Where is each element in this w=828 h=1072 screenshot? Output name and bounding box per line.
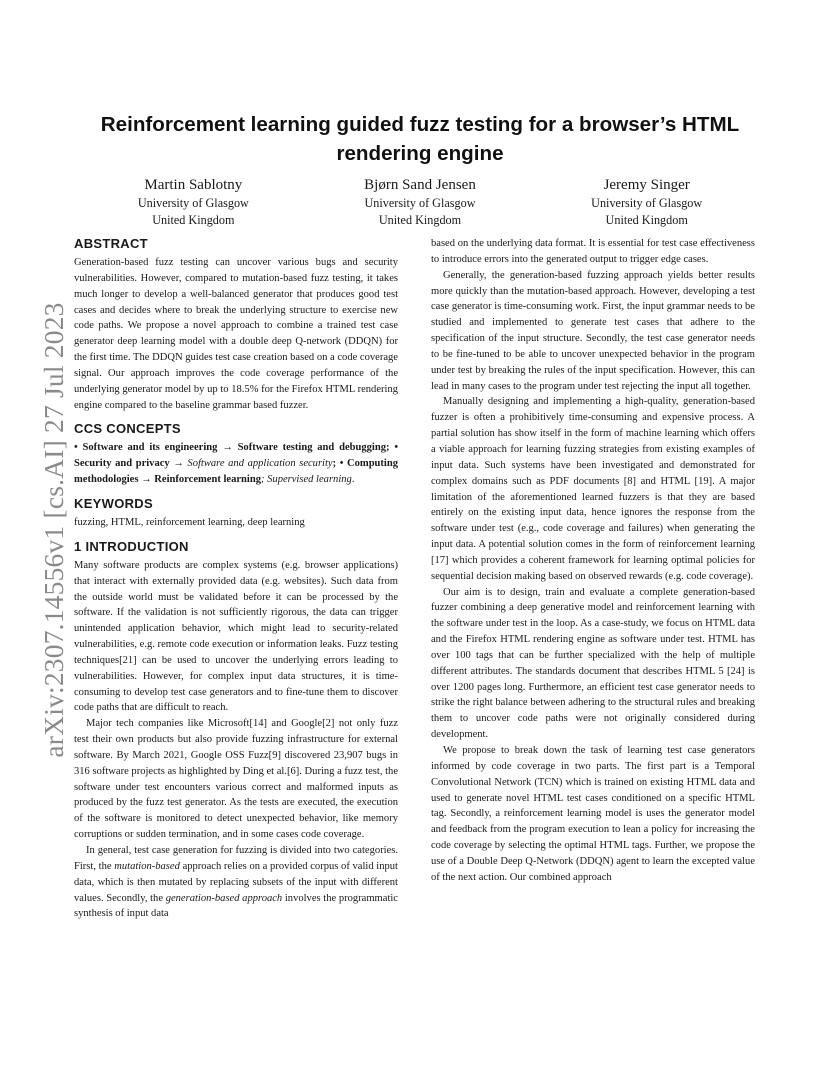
text-run: involves the programmatic synthesis of input data (74, 892, 398, 920)
body-paragraph: based on the underlying data format. It is essential for test case effectiveness to introduce errors into the generated output to trigger edge cases. (431, 238, 755, 265)
arxiv-sidebar (18, 300, 69, 760)
author-affiliation: University of Glasgow (591, 196, 703, 210)
author-country: United Kingdom (378, 212, 462, 227)
abstract-heading: ABSTRACT (74, 236, 148, 251)
body-paragraph: Generally, the generation-based fuzzing approach yields better results more quickly than the mutation-based approach. However, developing a test case generator is time-consuming work. First, the input grammar needs to be studied and implemented to generate test cases that adhere to the specification of the input structure. Secondly, the test case generator needs to be fine-tuned to be able to uncover unexpected behavior in the program under test by breaking the rules of the input specification. However, this can lead in many cases to the program under test rejecting the input all together. (431, 269, 755, 392)
ccs-concepts (74, 440, 398, 488)
body-paragraph: Manually designing and implementing a high-quality, generation-based fuzzer is often a prohibitively time-consuming and expensive process. A partial solution has show itself in the form of machine learning which offers a viable approach for learning fuzzing strategies from existing examples of input data. Such systems have been investigated and demonstrated for complex domains such as PDF documents [8] and HTML [19]. A major limitation of the aforementioned learned fuzzers is that they are based entirely on the existing input data, hence ignores the response from the software under test (e.g., code coverage and failures) when generating the input data. A potential solution comes in the form of reinforcement learning [17] which provides a coherent framework for learning optimal policies for sequential decision making based on observed rewards (e.g. code coverage). (431, 396, 755, 582)
author-affiliation: University of Glasgow (137, 196, 249, 210)
keywords-heading: KEYWORDS (74, 495, 153, 511)
author-block (80, 175, 760, 228)
body-paragraph: Our aim is to design, train and evaluate a complete generation-based fuzzer combining a deep generative model and reinforcement learning with the software under test in the loop. As a case-study, we focus on HTML data and the Firefox HTML rendering engine as software under test. HTML has over 100 tags that can be further specialized with the help of multiple different attributes. The standards document that describes HTML 5 [24] is over 1200 pages long. Furthermore, an efficient test case generator needs to strike the right balance between adhering to the structural rules and breaking them to uncover code paths were not originally considered during development. (431, 586, 755, 741)
ccs-item: ; • Computing methodologies → Reinforcement learning (74, 458, 399, 486)
author-3 (533, 175, 760, 228)
text-run: approach relies on a provided corpus of valid input data, which is then mutated by replacing subsets of the input with different values. Secondly, the (74, 860, 398, 904)
abstract-text: Generation-based fuzz testing can uncover various bugs and security vulnerabilities. However, compared to mutation-based fuzz testing, it takes much longer to develop a well-balanced generator that produces good test cases and decides where to break the underlying structure to exercise new code paths. We propose a novel approach to combine a trained test case generator deep learning model with a double deep Q-network (DDQN) for the first time. The DDQN guides test case creation based on a code coverage signal. Our approach improves the code coverage performance of the underlying generator model by up to 18.5% for the Firefox HTML rendering engine compared to the baseline grammar based fuzzer. (74, 257, 398, 411)
left-column (74, 236, 398, 922)
author-1 (80, 175, 307, 228)
intro-paragraph: Many software products are complex systems (e.g. browser applications) that interact with externally provided data (e.g. websites). Such data from the outside world must be validated before it can be processed by the software. If the validation is not sufficiently rigorous, the data can trigger unintended application behavior, which might lead to security-related vulnerabilities, e.g. remote code execution or information leaks. Fuzz testing techniques[21] can be used to uncover the underlying errors leading to vulnerabilities. However, for complex input data structures, it is time-consuming to develop test case generators and to fine-tune them to discover code paths that are difficult to reach. (74, 559, 398, 714)
author-2 (307, 175, 534, 228)
author-affiliation: University of Glasgow (364, 196, 476, 210)
ccs-end: . (351, 474, 355, 486)
body-paragraph: We propose to break down the task of learning test case generators informed by code coverage in two parts. The first part is a Temporal Convolutional Network (TCN) which is trained on existing HTML data and used to generate novel HTML test cases conditioned on a specific HTML tag. Secondly, a reinforcement learning model is uses the generator model and feedback from the program execution to lean a policy for increasing the code coverage by selecting the optimal HTML tags. Further, we propose the use of a Double Deep Q-Network (DDQN) agent to learn the excepted value of the next action. Our combined approach (431, 745, 755, 883)
introduction-heading: 1 INTRODUCTION (74, 538, 189, 554)
ccs-heading: CCS CONCEPTS (74, 421, 181, 437)
author-country: United Kingdom (152, 212, 235, 227)
intro-paragraph: Major tech companies like Microsoft[14] and Google[2] not only fuzz test their own products but also provide fuzzing infrastructure for external software. By March 2021, Google OSS Fuzz[9] discovered 23,907 bugs in 316 software projects as highlighted by Ding et al.[6]. During a fuzz test, the software under test encounters various correct and malformed inputs as produced by the fuzz test generator. As the tests are executed, the execution of the software is monitored to detect unexpected behavior, like memory corruptions or sudden termination, and in some cases code coverage. (74, 718, 398, 841)
author-country: United Kingdom (605, 212, 688, 227)
author-name: Bjørn Sand Jensen (364, 177, 476, 193)
text-run: generation-based approach (165, 892, 283, 904)
arxiv-identifier: arXiv:2307.14556v1 [cs.AI] 27 Jul 2023 (38, 302, 69, 758)
text-run: mutation-based (114, 860, 180, 872)
text-run: In general, test case generation for fuzzing is divided into two categories. First, the (74, 845, 398, 872)
ccs-item: ; • Security and privacy → (74, 442, 399, 470)
paper-title: Reinforcement learning guided fuzz testing for a browser’s HTML rendering engine (100, 113, 740, 165)
ccs-item: ; Supervised learning (261, 474, 352, 486)
ccs-item: • Software and its engineering → Software testing and debugging (74, 442, 386, 454)
keywords-text: fuzzing, HTML, reinforcement learning, deep learning (74, 516, 305, 528)
right-column (431, 236, 755, 886)
author-name: Martin Sablotny (144, 177, 243, 193)
ccs-item: Software and application security (183, 458, 333, 470)
author-name: Jeremy Singer (603, 177, 690, 193)
intro-paragraph (74, 843, 398, 922)
